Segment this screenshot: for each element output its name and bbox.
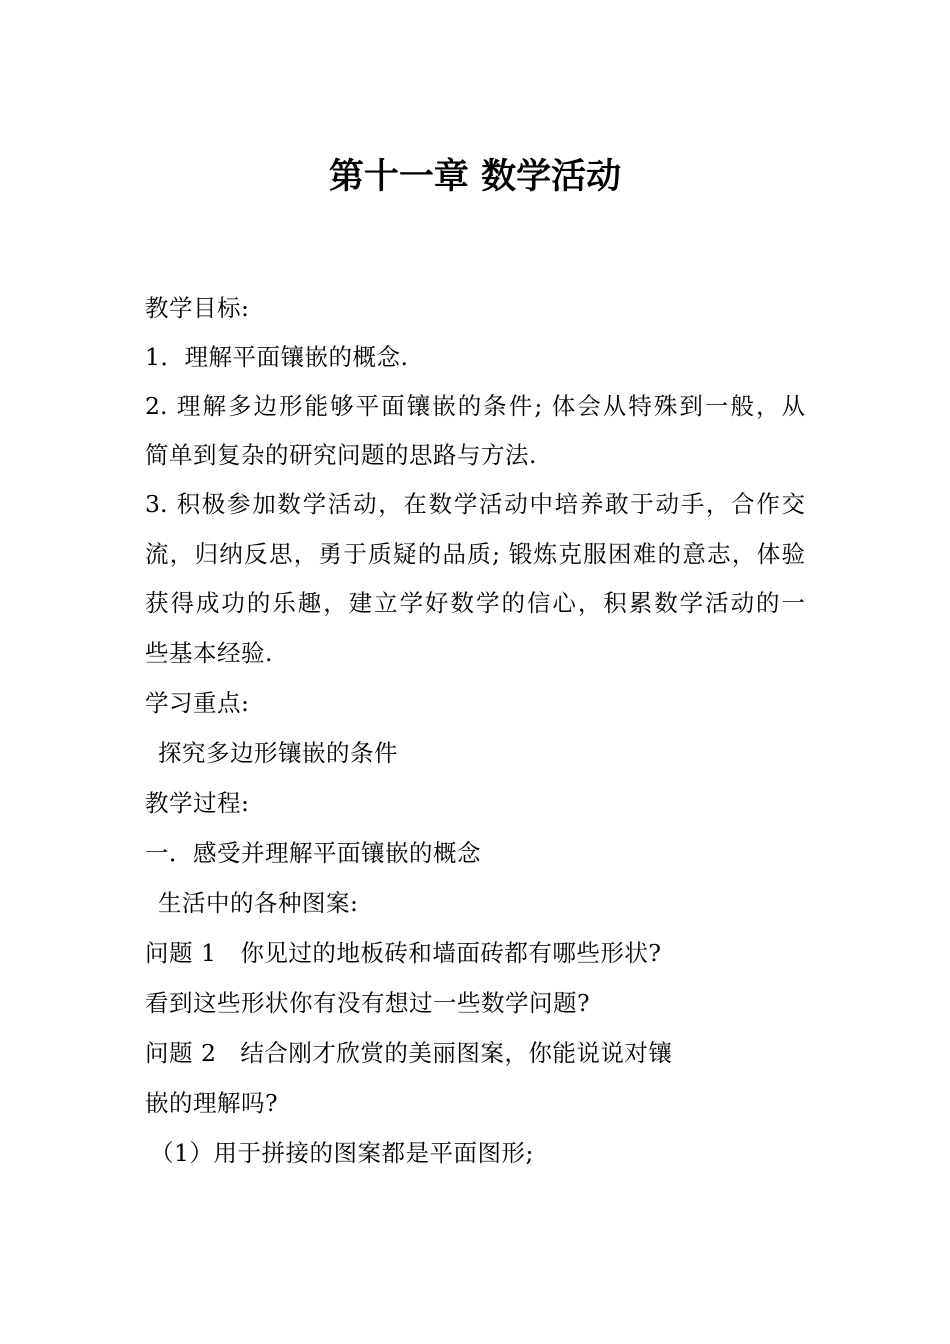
objective-1: 1．理解平面镶嵌的概念. xyxy=(145,343,409,371)
page-title: 第十一章 数学活动 xyxy=(328,157,622,197)
life-patterns-text: 生活中的各种图案: xyxy=(158,889,359,917)
objective-3-line-1: 3. 积极参加数学活动，在数学活动中培养敢于动手，合作交 xyxy=(145,490,805,518)
objective-2-line-2: 简单到复杂的研究问题的思路与方法. xyxy=(145,441,537,469)
question-2-line-2: 嵌的理解吗? xyxy=(145,1089,279,1117)
question-2-line-1: 问题 2 结合刚才欣赏的美丽图案，你能说说对镶 xyxy=(145,1039,673,1067)
question-1: 问题 1 你见过的地板砖和墙面砖都有哪些形状? xyxy=(145,939,662,967)
answer-point-1: （1）用于拼接的图案都是平面图形; xyxy=(150,1139,534,1167)
section-heading-objectives: 教学目标: xyxy=(145,294,250,322)
section-heading-process: 教学过程: xyxy=(145,789,250,817)
key-point-text: 探究多边形镶嵌的条件 xyxy=(158,739,398,767)
objective-3-line-2: 流，归纳反思，勇于质疑的品质; 锻炼克服困难的意志，体验 xyxy=(145,540,805,568)
section-heading-key-points: 学习重点: xyxy=(145,689,250,717)
objective-3-line-4: 些基本经验. xyxy=(145,639,273,667)
process-step-1-heading: 一．感受并理解平面镶嵌的概念 xyxy=(145,839,481,867)
question-1-followup: 看到这些形状你有没有想过一些数学问题? xyxy=(145,989,591,1017)
objective-2-line-1: 2. 理解多边形能够平面镶嵌的条件; 体会从特殊到一般，从 xyxy=(145,392,805,420)
objective-3-line-3: 获得成功的乐趣，建立学好数学的信心，积累数学活动的一 xyxy=(145,589,805,617)
